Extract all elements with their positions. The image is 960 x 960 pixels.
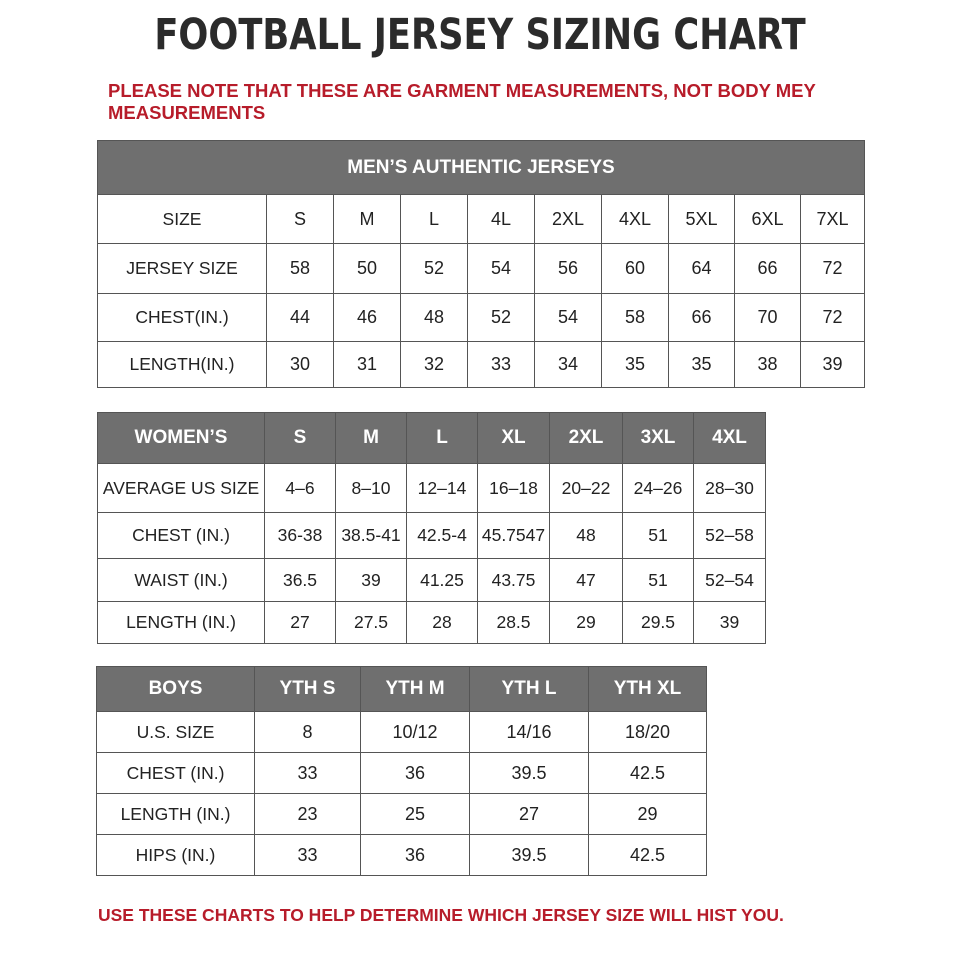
column-header-size: 4XL	[694, 413, 766, 464]
garment-measurement-note: PLEASE NOTE THAT THESE ARE GARMENT MEASUREMENTS, NOT BODY MEY MEASUREMENTS	[108, 80, 816, 123]
column-header-size: M	[336, 413, 407, 464]
row-label: AVERAGE US SIZE	[98, 464, 265, 513]
table-cell: 4XL	[602, 195, 669, 244]
table-cell: 48	[401, 294, 468, 342]
column-header-size: XL	[478, 413, 550, 464]
table-cell: 33	[255, 753, 361, 794]
womens-jerseys-table	[97, 412, 766, 644]
table-cell: 42.5-4	[407, 513, 478, 559]
table-cell: 41.25	[407, 559, 478, 602]
table-row	[98, 559, 766, 602]
table-cell: 28.5	[478, 602, 550, 644]
table-cell: 33	[255, 835, 361, 876]
table-row	[97, 712, 707, 753]
table-cell: 16–18	[478, 464, 550, 513]
table-cell: 54	[468, 244, 535, 294]
table-cell: 8	[255, 712, 361, 753]
table-cell: 36.5	[265, 559, 336, 602]
table-cell: 29	[589, 794, 707, 835]
table-cell: 6XL	[735, 195, 801, 244]
row-label: U.S. SIZE	[97, 712, 255, 753]
table-cell: 39	[336, 559, 407, 602]
table-cell: 31	[334, 342, 401, 388]
table-row	[98, 602, 766, 644]
column-header-size: S	[265, 413, 336, 464]
table-header-row	[98, 413, 766, 464]
table-cell: 70	[735, 294, 801, 342]
table-cell: 48	[550, 513, 623, 559]
row-label: LENGTH(IN.)	[98, 342, 267, 388]
row-label: CHEST(IN.)	[98, 294, 267, 342]
table-cell: 27	[470, 794, 589, 835]
row-label: HIPS (IN.)	[97, 835, 255, 876]
table-cell: 27	[265, 602, 336, 644]
table-cell: 44	[267, 294, 334, 342]
mens-authentic-jerseys-table	[97, 140, 865, 388]
table-cell: 33	[468, 342, 535, 388]
table-cell: 27.5	[336, 602, 407, 644]
table-cell: 10/12	[361, 712, 470, 753]
table-cell: 52	[468, 294, 535, 342]
table-cell: 23	[255, 794, 361, 835]
column-header-size: YTH S	[255, 667, 361, 712]
table-cell: 18/20	[589, 712, 707, 753]
row-label: WAIST (IN.)	[98, 559, 265, 602]
table-cell: 4–6	[265, 464, 336, 513]
table-cell: 14/16	[470, 712, 589, 753]
table-cell: 25	[361, 794, 470, 835]
table-cell: 42.5	[589, 835, 707, 876]
table-cell: S	[267, 195, 334, 244]
column-header-size: YTH L	[470, 667, 589, 712]
table-row	[97, 753, 707, 794]
table-row	[98, 342, 865, 388]
row-label: CHEST (IN.)	[97, 753, 255, 794]
fit-help-note: USE THESE CHARTS TO HELP DETERMINE WHICH JERSEY SIZE WILL HIST YOU.	[98, 905, 784, 925]
table-row	[97, 835, 707, 876]
table-cell: 58	[267, 244, 334, 294]
table-cell: 39	[801, 342, 865, 388]
table-cell: 29.5	[623, 602, 694, 644]
row-label: SIZE	[98, 195, 267, 244]
table-cell: 5XL	[669, 195, 735, 244]
table-row	[98, 195, 865, 244]
table-cell: 32	[401, 342, 468, 388]
table-row	[98, 294, 865, 342]
table-cell: 42.5	[589, 753, 707, 794]
table-cell: 20–22	[550, 464, 623, 513]
table-row	[98, 513, 766, 559]
table-cell: 45.7547	[478, 513, 550, 559]
table-cell: 66	[669, 294, 735, 342]
table-cell: 72	[801, 244, 865, 294]
table-row	[98, 244, 865, 294]
column-header-size: YTH M	[361, 667, 470, 712]
table-cell: 51	[623, 513, 694, 559]
table-cell: L	[401, 195, 468, 244]
table-cell: M	[334, 195, 401, 244]
column-header-label: WOMEN’S	[98, 413, 265, 464]
table-row	[97, 794, 707, 835]
table-cell: 47	[550, 559, 623, 602]
table-cell: 35	[669, 342, 735, 388]
table-cell: 52	[401, 244, 468, 294]
table-cell: 46	[334, 294, 401, 342]
table-cell: 64	[669, 244, 735, 294]
table-cell: 72	[801, 294, 865, 342]
table-cell: 66	[735, 244, 801, 294]
table-cell: 24–26	[623, 464, 694, 513]
table-cell: 8–10	[336, 464, 407, 513]
row-label: LENGTH (IN.)	[97, 794, 255, 835]
table-cell: 38.5-41	[336, 513, 407, 559]
row-label: CHEST (IN.)	[98, 513, 265, 559]
mens-table-heading: MEN’S AUTHENTIC JERSEYS	[98, 141, 865, 195]
table-cell: 50	[334, 244, 401, 294]
table-cell: 39	[694, 602, 766, 644]
row-label: LENGTH (IN.)	[98, 602, 265, 644]
table-cell: 35	[602, 342, 669, 388]
column-header-size: L	[407, 413, 478, 464]
table-cell: 52–58	[694, 513, 766, 559]
boys-jerseys-table	[96, 666, 707, 876]
table-cell: 43.75	[478, 559, 550, 602]
table-cell: 12–14	[407, 464, 478, 513]
table-cell: 54	[535, 294, 602, 342]
table-cell: 2XL	[535, 195, 602, 244]
table-cell: 34	[535, 342, 602, 388]
table-cell: 36	[361, 753, 470, 794]
table-cell: 51	[623, 559, 694, 602]
table-cell: 38	[735, 342, 801, 388]
column-header-size: 3XL	[623, 413, 694, 464]
table-row	[98, 464, 766, 513]
table-cell: 60	[602, 244, 669, 294]
table-cell: 30	[267, 342, 334, 388]
page-title: FOOTBALL JERSEY SIZING CHART	[154, 10, 806, 60]
table-cell: 36	[361, 835, 470, 876]
table-header-row	[97, 667, 707, 712]
table-cell: 36-38	[265, 513, 336, 559]
row-label: JERSEY SIZE	[98, 244, 267, 294]
table-cell: 58	[602, 294, 669, 342]
column-header-label: BOYS	[97, 667, 255, 712]
table-cell: 28	[407, 602, 478, 644]
table-cell: 29	[550, 602, 623, 644]
table-cell: 39.5	[470, 835, 589, 876]
table-cell: 52–54	[694, 559, 766, 602]
column-header-size: YTH XL	[589, 667, 707, 712]
table-cell: 39.5	[470, 753, 589, 794]
table-cell: 7XL	[801, 195, 865, 244]
table-cell: 28–30	[694, 464, 766, 513]
table-cell: 4L	[468, 195, 535, 244]
table-cell: 56	[535, 244, 602, 294]
column-header-size: 2XL	[550, 413, 623, 464]
